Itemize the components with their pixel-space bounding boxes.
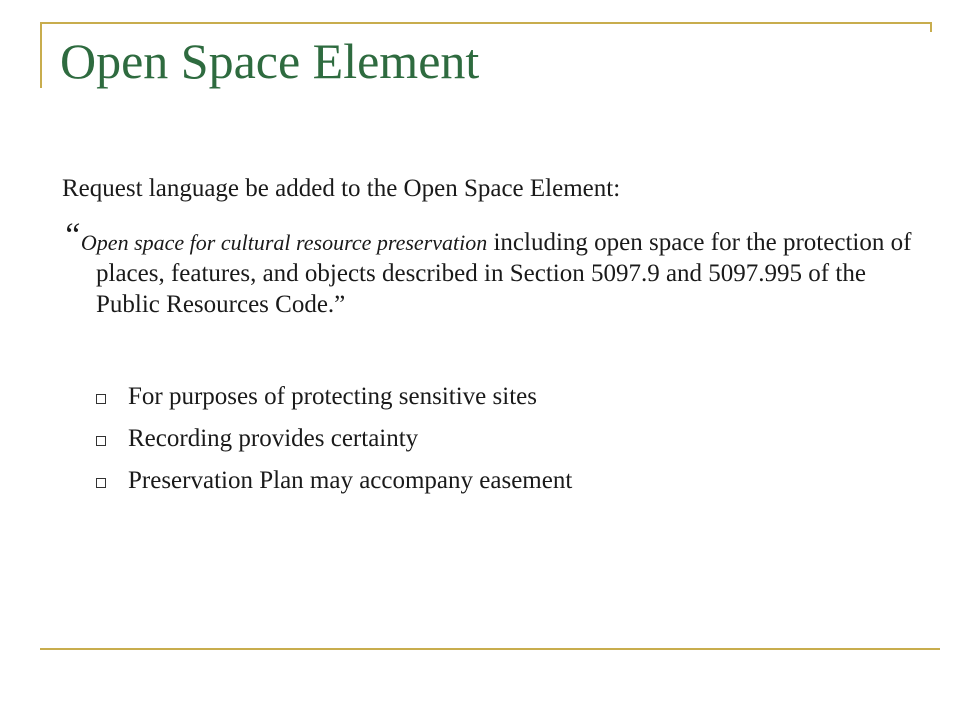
square-bullet-icon: [96, 394, 106, 404]
bullet-text: Recording provides certainty: [128, 425, 419, 452]
quote-paragraph: [62, 217, 916, 320]
frame-right-tick: [930, 22, 932, 32]
bullet-list: [96, 382, 572, 508]
square-bullet-icon: [96, 436, 106, 446]
open-quote-mark: “: [62, 217, 81, 254]
list-item: [96, 424, 572, 466]
bullet-text: Preservation Plan may accompany easement: [128, 467, 573, 494]
list-item: [96, 466, 572, 508]
square-bullet-icon: [96, 478, 106, 488]
frame-top-line: [40, 22, 932, 24]
bullet-text: For purposes of protecting sensitive sites: [128, 383, 537, 410]
slide-title: Open Space Element: [60, 33, 480, 89]
frame-bottom-line: [40, 648, 940, 650]
intro-text: Request language be added to the Open Space Element:: [62, 175, 621, 202]
frame-left-line: [40, 22, 42, 88]
list-item: [96, 382, 572, 424]
quote-body: including open space for the protection of places, features, and objects described in Section 5097.9 and 5097.995 of the Public Resources Code.”: [96, 229, 912, 318]
quote-italic-lead: Open space for cultural resource preservation: [80, 230, 488, 255]
